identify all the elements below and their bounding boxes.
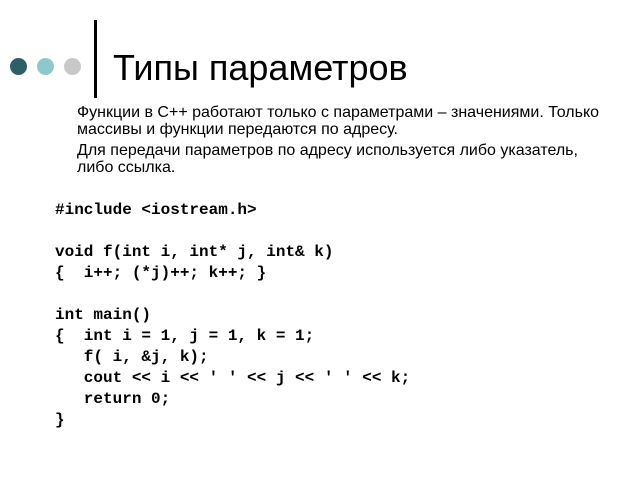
title-divider	[94, 20, 97, 98]
code-line: { int i = 1, j = 1, k = 1;	[55, 327, 315, 345]
dot-dark-teal	[10, 58, 27, 75]
code-line	[55, 221, 410, 242]
code-line: cout << i << ' ' << j << ' ' << k;	[55, 369, 411, 387]
slide-title: Типы параметров	[113, 47, 408, 88]
code-line	[55, 284, 410, 305]
code-line: return 0;	[55, 390, 171, 408]
paragraph-address-params: Для передачи параметров по адресу используется либо указатель, либо ссылка.	[77, 142, 578, 176]
code-line: int main()	[55, 306, 152, 324]
dot-light-teal	[37, 58, 54, 75]
code-line: #include <iostream.h>	[55, 201, 257, 219]
decorative-dots	[10, 58, 90, 76]
code-line: void f(int i, int* j, int& k)	[55, 243, 334, 261]
paragraph-value-params: Функции в C++ работают только с параметрами – значениями. Только массивы и функции передаются по адресу.	[77, 104, 600, 138]
dot-gray	[64, 58, 81, 75]
code-line: f( i, &j, k);	[55, 348, 209, 366]
code-line: { i++; (*j)++; k++; }	[55, 264, 267, 282]
code-block	[55, 200, 410, 431]
code-line: }	[55, 411, 65, 429]
